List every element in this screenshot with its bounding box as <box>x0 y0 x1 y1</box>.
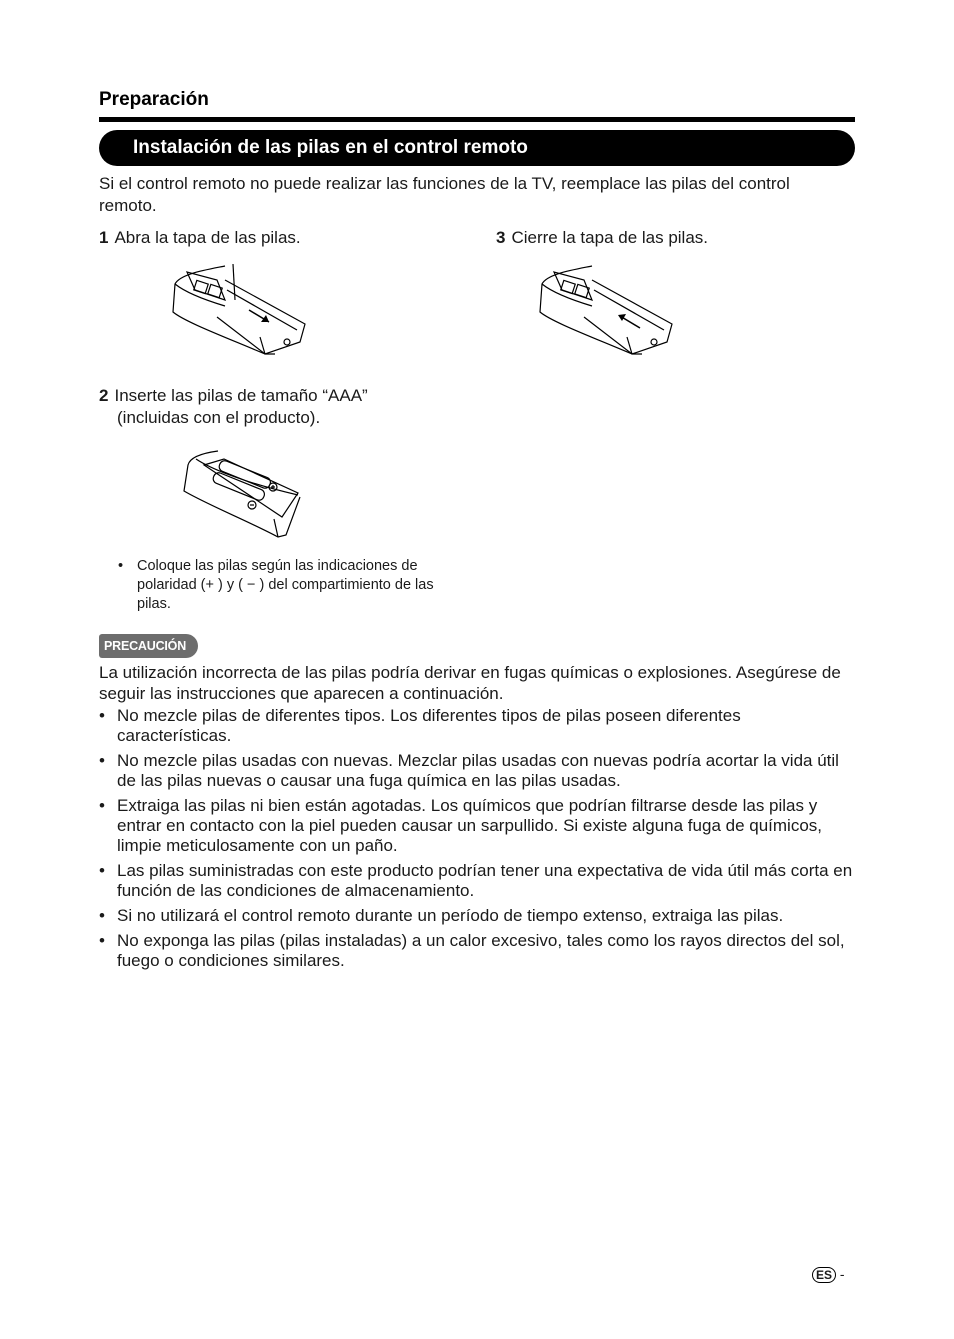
remote-close-cover-illustration <box>532 262 682 362</box>
step-number: 1 <box>99 228 109 247</box>
caution-lead: La utilización incorrecta de las pilas podría derivar en fugas químicas o explosiones. Asegúrese de seguir las instrucciones que aparecen a continuación. <box>99 663 841 703</box>
polarity-note <box>118 557 463 614</box>
remote-open-cover-illustration <box>165 262 315 362</box>
step-number: 3 <box>496 228 506 247</box>
list-item <box>99 706 857 746</box>
page-suffix: - <box>839 1266 845 1282</box>
list-item-text: No mezcle pilas de diferentes tipos. Los diferentes tipos de pilas poseen diferentes características. <box>117 706 741 745</box>
note-bullet: • <box>118 558 124 574</box>
step-3 <box>496 227 708 249</box>
page-marker <box>812 1266 845 1283</box>
bullet-dot: • <box>99 796 105 815</box>
step-text-line1: Inserte las pilas de tamaño “AAA” <box>114 386 368 405</box>
step-number: 2 <box>99 386 109 405</box>
list-item <box>99 796 857 856</box>
list-item <box>99 861 857 901</box>
list-item-text: Extraiga las pilas ni bien están agotadas. Los químicos que podrían filtrarse desde las pilas y entrar en contacto con la piel pueden causar un sarpullido. Si existe alguna fuga de químicos, limpie meticulosamente con un paño. <box>117 796 823 855</box>
caution-badge: PRECAUCIÓN <box>99 634 198 658</box>
language-badge: ES <box>812 1267 836 1283</box>
bullet-dot: • <box>99 751 105 770</box>
step-text: Abra la tapa de las pilas. <box>114 228 301 247</box>
list-item-text: No mezcle pilas usadas con nuevas. Mezclar pilas usadas con nuevas podría acortar la vida útil de las pilas nuevas o causar una fuga química en las pilas usadas. <box>117 751 839 790</box>
list-item <box>99 906 857 926</box>
section-heading: Preparación <box>99 89 209 110</box>
bullet-dot: • <box>99 931 105 950</box>
list-item <box>99 931 857 971</box>
list-item-text: No exponga las pilas (pilas instaladas) a un calor excesivo, tales como los rayos directos del sol, fuego o condiciones similares. <box>117 931 845 970</box>
bullet-dot: • <box>99 706 105 725</box>
bullet-dot: • <box>99 906 105 925</box>
list-item-text: Si no utilizará el control remoto durante un período de tiempo extenso, extraiga las pilas. <box>117 906 784 925</box>
bullet-dot: • <box>99 861 105 880</box>
intro-paragraph: Si el control remoto no puede realizar las funciones de la TV, reemplace las pilas del control remoto. <box>99 174 790 215</box>
heading-rule <box>99 117 855 122</box>
step-text: Cierre la tapa de las pilas. <box>511 228 709 247</box>
list-item-text: Las pilas suministradas con este producto podrían tener una expectativa de vida útil más corta en función de las condiciones de almacenamiento. <box>117 861 853 900</box>
step-2 <box>99 385 439 429</box>
banner-title: Instalación de las pilas en el control remoto <box>99 130 855 166</box>
list-item <box>99 751 857 791</box>
remote-insert-batteries-illustration <box>178 447 303 542</box>
note-text: Coloque las pilas según las indicaciones de polaridad (+ ) y ( − ) del compartimiento de las pilas. <box>137 558 434 612</box>
caution-list <box>99 706 857 976</box>
step-1 <box>99 227 301 249</box>
step-text-line2: (incluidas con el producto). <box>117 408 321 427</box>
